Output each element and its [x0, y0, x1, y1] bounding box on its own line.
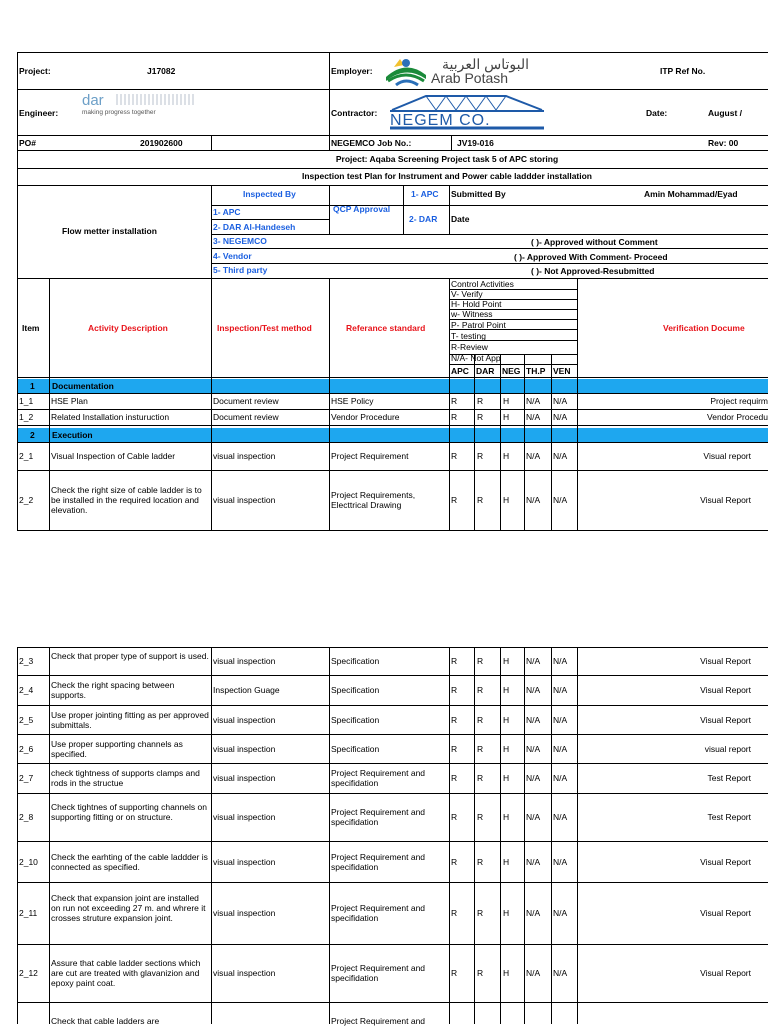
- row-ven: N/A: [553, 856, 568, 867]
- row-thp: N/A: [526, 856, 541, 867]
- row-divider: [17, 675, 768, 676]
- row-thp: N/A: [526, 908, 541, 918]
- row-standard: Project Requirement: [331, 451, 409, 461]
- row-thp: N/A: [526, 743, 541, 754]
- project-value: J17082: [147, 66, 176, 76]
- row-method: visual inspection: [213, 656, 276, 666]
- row-dar: R: [477, 908, 484, 918]
- row-dar: R: [477, 412, 484, 422]
- dar-logo-text: dar: [82, 92, 104, 109]
- row-standard: Project Requirement and specifidation: [331, 768, 426, 788]
- row-method: visual inspection: [213, 773, 276, 783]
- row-activity: Visual Inspection of Cable ladder: [51, 451, 176, 461]
- arab-potash-logo-icon: [384, 55, 428, 87]
- date-value: August /: [708, 108, 742, 118]
- row-verification-doc: Visual Report: [700, 714, 751, 725]
- party-thp: TH.P: [526, 366, 546, 376]
- row-activity: HSE Plan: [51, 396, 88, 406]
- row-method: visual inspection: [213, 495, 276, 505]
- row-apc: R: [451, 773, 458, 783]
- row-dar: R: [477, 685, 484, 695]
- row-item: 2_5: [19, 714, 34, 725]
- row-neg: H: [503, 968, 510, 978]
- rev-label: Rev: 00: [708, 138, 739, 148]
- approval-date-label: Date: [451, 214, 470, 224]
- negemco-job-label: NEGEMCO Job No.:: [331, 138, 412, 148]
- row-neg: H: [503, 714, 510, 725]
- row-ven: N/A: [553, 451, 568, 461]
- row-neg: H: [503, 451, 510, 461]
- row-divider: [17, 734, 768, 735]
- row-ven: N/A: [553, 685, 568, 695]
- project-label: Project:: [19, 66, 51, 76]
- row-verification-doc: Visual Report: [700, 656, 751, 666]
- legend-verify: V- Verify: [451, 289, 483, 299]
- row-apc: R: [451, 743, 458, 754]
- section-2-num: 2: [30, 430, 35, 440]
- qcp-apc: 1- APC: [411, 189, 439, 199]
- row-neg: H: [503, 856, 510, 867]
- po-label: PO#: [19, 138, 37, 148]
- row-item: 2_3: [19, 656, 34, 666]
- row-thp: N/A: [526, 812, 541, 822]
- row-thp: N/A: [526, 968, 541, 978]
- submitted-by-label: Submitted By: [451, 189, 506, 199]
- row-dar: R: [477, 714, 484, 725]
- row-thp: N/A: [526, 773, 541, 783]
- row-activity: Check that proper type of support is used.: [51, 651, 209, 661]
- row-ven: N/A: [553, 743, 568, 754]
- row-verification-doc: Visual Report: [700, 856, 751, 867]
- row-standard: Specification: [331, 656, 380, 666]
- arab-potash-en: Arab Potash: [431, 70, 509, 86]
- negem-logo-text: NEGEM CO.: [390, 112, 491, 129]
- row-activity: check tightness of supports clamps and rods in the structue: [51, 768, 200, 788]
- legend-review: R-Review: [451, 342, 488, 352]
- row-neg: H: [503, 685, 510, 695]
- scope-title: Flow metter installation: [62, 226, 157, 236]
- row-verification-doc: Test Report: [707, 773, 751, 783]
- date-label: Date:: [646, 108, 668, 118]
- row-thp: N/A: [526, 714, 541, 725]
- row-item: 2_10: [19, 856, 38, 867]
- row-method: Inspection Guage: [213, 685, 280, 695]
- row-ven: N/A: [553, 495, 568, 505]
- row-dar: R: [477, 856, 484, 867]
- row-apc: R: [451, 812, 458, 822]
- legend-patrol: P- Patrol Point: [451, 320, 506, 330]
- row-dar: R: [477, 495, 484, 505]
- qcp-approval-label: QCP Approval: [333, 204, 391, 214]
- row-method: visual inspection: [213, 908, 276, 918]
- row-apc: R: [451, 396, 458, 406]
- row-apc: R: [451, 856, 458, 867]
- status-approved: ( )- Approved without Comment: [531, 237, 658, 247]
- row-item: 2_8: [19, 812, 34, 822]
- row-method: visual inspection: [213, 968, 276, 978]
- row-verification-doc: Vendor Procedu: [707, 412, 768, 422]
- row-ven: N/A: [553, 656, 568, 666]
- legend-hold: H- Hold Point: [451, 299, 502, 309]
- row-apc: R: [451, 908, 458, 918]
- dar-logo-bars-icon: [115, 92, 195, 106]
- itp-title: Inspection test Plan for Instrument and Power cable laddder installation: [302, 171, 592, 181]
- row-thp: N/A: [526, 396, 541, 406]
- row-standard: Project Requirement and specifidation: [331, 903, 426, 923]
- row-neg: H: [503, 656, 510, 666]
- row-divider: [17, 763, 768, 764]
- row-dar: R: [477, 451, 484, 461]
- row-apc: R: [451, 451, 458, 461]
- project-line: Project: Aqaba Screening Project task 5 of APC storing: [335, 154, 559, 164]
- row-item: 2_4: [19, 685, 34, 695]
- negemco-job-value: JV19-016: [457, 138, 494, 148]
- po-value: 201902600: [140, 138, 183, 148]
- row-dar: R: [477, 773, 484, 783]
- status-not-approved: ( )- Not Approved-Resubmitted: [531, 266, 655, 276]
- inspector-5: 5- Third party: [213, 265, 268, 275]
- row-apc: R: [451, 968, 458, 978]
- row-apc: R: [451, 495, 458, 505]
- row-standard: Project Requirement and specifidation: [331, 963, 426, 983]
- row-verification-doc: visual report: [704, 743, 751, 754]
- row-neg: H: [503, 495, 510, 505]
- row-activity: Assure that cable ladder sections which are cut are treated with glavanizion and epoxy paint coat.: [51, 958, 201, 988]
- row-method: visual inspection: [213, 451, 276, 461]
- row-standard: Specification: [331, 685, 380, 695]
- row-item: 2_7: [19, 773, 34, 783]
- row-method: Document review: [213, 396, 279, 406]
- row-method: visual inspection: [213, 714, 276, 725]
- row-dar: R: [477, 812, 484, 822]
- contractor-label: Contractor:: [331, 108, 378, 118]
- col-activity: Activity Description: [88, 323, 168, 333]
- row-dar: R: [477, 656, 484, 666]
- row-divider: [17, 705, 768, 706]
- row-verification-doc: Visual Report: [700, 968, 751, 978]
- row-verification-doc: Visual Report: [700, 495, 751, 505]
- inspected-by-label: Inspected By: [243, 189, 296, 199]
- row-ven: N/A: [553, 396, 568, 406]
- row-neg: H: [503, 412, 510, 422]
- row-method: Document review: [213, 412, 279, 422]
- row-standard: Project Requirement and specifidation: [331, 851, 426, 872]
- row-dar: R: [477, 968, 484, 978]
- row-activity: Use proper supporting channels as specified.: [51, 738, 183, 759]
- row-activity: Check that cable ladders are: [51, 1016, 160, 1026]
- employer-label: Employer:: [331, 66, 373, 76]
- row-ven: N/A: [553, 412, 568, 422]
- legend-control: Control Activities: [451, 279, 514, 289]
- row-verification-doc: Visual Report: [700, 908, 751, 918]
- col-method: Inspection/Test method: [217, 323, 312, 333]
- dar-tagline: making progress together: [82, 109, 156, 116]
- row-activity: Check the right spacing between supports.: [51, 680, 175, 700]
- row-item: 2_1: [19, 451, 34, 461]
- row-item: 2_6: [19, 743, 34, 754]
- row-neg: H: [503, 773, 510, 783]
- section-2-title: Execution: [52, 430, 93, 440]
- row-activity: Check the right size of cable ladder is to be installed in the required location and elevation.: [51, 485, 202, 515]
- row-ven: N/A: [553, 773, 568, 783]
- inspector-3: 3- NEGEMCO: [213, 236, 267, 246]
- party-apc: APC: [451, 366, 469, 376]
- party-neg: NEG: [502, 366, 521, 376]
- row-activity: Check that expansion joint are installed on run not exceeding 27 m. and whrere it crosses struture expansion joint.: [51, 893, 206, 923]
- legend-na: N/A- Not App: [451, 353, 501, 363]
- inspector-4: 4- Vendor: [213, 251, 252, 261]
- row-thp: N/A: [526, 412, 541, 422]
- row-activity: Use proper jointing fitting as per approved submittals.: [51, 709, 209, 730]
- legend-witness: w- Witness: [451, 309, 493, 319]
- row-standard: HSE Policy: [331, 396, 374, 406]
- row-item: 1_2: [19, 412, 34, 422]
- row-thp: N/A: [526, 451, 541, 461]
- row-verification-doc: Visual Report: [700, 685, 751, 695]
- row-item: 2_12: [19, 968, 38, 978]
- row-ven: N/A: [553, 812, 568, 822]
- row-standard: Project Requirement and specifidation: [331, 807, 426, 827]
- row-activity: Check the earhting of the cable laddder is connected as specified.: [51, 851, 208, 872]
- row-method: visual inspection: [213, 856, 276, 867]
- section-1-title: Documentation: [52, 381, 114, 391]
- inspector-1: 1- APC: [213, 207, 241, 217]
- party-ven: VEN: [553, 366, 571, 376]
- row-divider: [17, 793, 768, 794]
- party-dar: DAR: [476, 366, 495, 376]
- row-activity: Related Installation insturuction: [51, 412, 170, 422]
- row-thp: N/A: [526, 656, 541, 666]
- row-standard: Project Requirement and: [331, 1016, 426, 1026]
- row-method: visual inspection: [213, 743, 276, 754]
- legend-testing: T- testing: [451, 331, 486, 341]
- row-apc: R: [451, 714, 458, 725]
- row-divider: [17, 1002, 768, 1003]
- row-standard: Project Requirements, Electtrical Drawing: [331, 490, 416, 510]
- row-item: 1_1: [19, 396, 34, 406]
- row-verification-doc: Visual report: [703, 451, 751, 461]
- row-method: visual inspection: [213, 812, 276, 822]
- row-verification-doc: Test Report: [707, 812, 751, 822]
- row-item: 2_11: [19, 908, 38, 918]
- submitted-by-value: Amin Mohammad/Eyad: [644, 189, 738, 199]
- section-1-num: 1: [30, 381, 35, 391]
- row-neg: H: [503, 743, 510, 754]
- row-standard: Vendor Procedure: [331, 412, 400, 422]
- row-standard: Specification: [331, 714, 380, 725]
- row-divider: [17, 841, 768, 842]
- row-apc: R: [451, 656, 458, 666]
- row-ven: N/A: [553, 714, 568, 725]
- row-neg: H: [503, 908, 510, 918]
- itp-ref-label: ITP Ref No.: [660, 66, 706, 76]
- row-activity: Check tightnes of supporting channels on supporting fitting or on structure.: [51, 802, 207, 822]
- row-ven: N/A: [553, 968, 568, 978]
- col-standard: Referance standard: [346, 323, 426, 333]
- col-item: Item: [22, 323, 40, 333]
- row-apc: R: [451, 412, 458, 422]
- row-neg: H: [503, 396, 510, 406]
- row-neg: H: [503, 812, 510, 822]
- row-divider: [17, 944, 768, 945]
- col-verification: Verification Docume: [663, 323, 745, 333]
- engineer-label: Engineer:: [19, 108, 59, 118]
- inspector-2: 2- DAR Al-Handeseh: [213, 222, 296, 232]
- row-ven: N/A: [553, 908, 568, 918]
- row-thp: N/A: [526, 685, 541, 695]
- row-dar: R: [477, 396, 484, 406]
- row-apc: R: [451, 685, 458, 695]
- qcp-dar: 2- DAR: [409, 214, 438, 224]
- row-dar: R: [477, 743, 484, 754]
- row-standard: Specification: [331, 743, 380, 754]
- arab-potash-ar: البوتاس العربية: [442, 56, 530, 72]
- row-verification-doc: Project requirm: [710, 396, 768, 406]
- row-item: 2_2: [19, 495, 34, 505]
- row-thp: N/A: [526, 495, 541, 505]
- status-approved-comment: ( )- Approved With Comment- Proceed: [514, 252, 668, 262]
- row-divider: [17, 882, 768, 883]
